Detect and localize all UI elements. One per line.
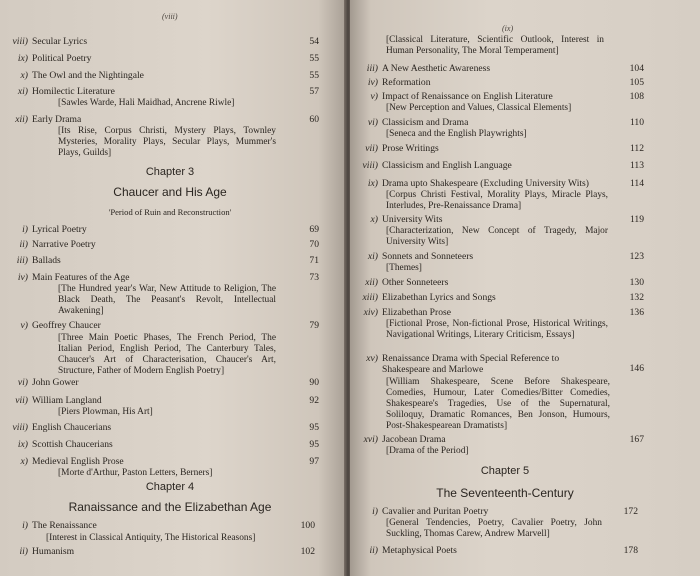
- folio: (ix): [502, 24, 514, 33]
- toc-subtopics: [Seneca and the English Playwrights]: [386, 129, 527, 139]
- toc-subtopics: [Piers Plowman, His Art]: [58, 407, 153, 417]
- toc-subtopics: [General Tendencies, Poetry, Cavalier Poetry, John Suckling, Thomas Carew, Andrew Marvell]: [386, 518, 602, 539]
- chapter-label: Chapter 4: [145, 481, 195, 493]
- toc-subtopics: [Classical Literature, Scientific Outlook, Interest in Human Personality, The Moral Temperament]: [386, 35, 604, 56]
- toc-subtopics: [Morte d'Arthur, Paston Letters, Berners]: [58, 468, 213, 478]
- folio: (viii): [162, 12, 178, 21]
- toc-subtopics: [Drama of the Period]: [386, 446, 469, 456]
- toc-subtopics: [Characterization, New Concept of Tragedy, Major University Wits]: [386, 226, 608, 247]
- chapter-title: Chaucer and His Age: [113, 185, 227, 199]
- toc-subtopics: [Corpus Christi Festival, Morality Plays, Miracle Plays, Interludes, Pre-Renaissance Drama]: [386, 190, 608, 211]
- toc-subtopics: [Its Rise, Corpus Christi, Mystery Plays, Townley Mysteries, Morality Plays, Secular Plays, Mummer's Plays, Guilds]: [58, 126, 276, 158]
- toc-subtopics: [New Perception and Values, Classical Elements]: [386, 103, 572, 113]
- chapter-epigraph: 'Period of Ruin and Reconstruction': [108, 207, 232, 217]
- chapter-label: Chapter 5: [480, 465, 530, 477]
- toc-subtopics: [William Shakespeare, Scene Before Shakespeare, Comedies, Humour, Later Comedies/Bitter Comedies, Shakespeare's Tragedies, Use of the Supernatural, Soliloquy, Dramatic Romances, Ben Jonson, Humours, Post-Shakespearean Dramatists]: [386, 377, 610, 431]
- chapter-label: Chapter 3: [145, 166, 195, 178]
- chapter-title: The Seventeenth-Century: [436, 486, 574, 500]
- chapter-title: Ranaissance and the Elizabethan Age: [68, 500, 272, 514]
- right-page: (ix) [Classical Literature, Scientific Outlook, Interest in Human Personality, The Moral Temperament] iii) A New Aesthetic Awareness 104 iv) Reformation 105 v) Impact of Renaissance on English Literature 108 [New Perception and Values, Classical Elements] vi) Classicism and Drama 110 [Seneca and the English Playwrights] vii) Prose Writings 112 viii) Classicism and English Language 113 ix) Drama upto Shakespeare (Excluding University Wits) 114 [Corpus Christi Festival, Morality Plays, Miracle Plays, Interludes, Pre-Renaissance Drama] x) University Wits 119 [Characterization, New Concept of Tragedy, Major University Wits] xi) Sonnets and Sonneteers 123 [Themes] xii) Other Sonneteers 130 xiii) Elizabethan Lyrics and Songs 132 xiv) Elizabethan Prose 136 [Fictional Prose, Non-fictional Prose, Historical Writings, Navigational Writings, Literary Criticism, Essays] xv) Renaissance Drama with Special Reference to Shakespeare and Marlowe 146 [William Shakespeare, Scene Before Shakespeare, Comedies, Humour, Later Comedies/Bitter Comedies, Shakespeare's Tragedies, Use of the Supernatural, Soliloquy, Dramatic Romances, Ben Jonson, Humours, Post-Shakespearean Dramatists] xvi) Jacobean Drama 167 [Drama of the Period] Chapter 5 The Seventeenth-Century i) Cavalier and Puritan Poetry 172 [General Tendencies, Poetry, Cavalier Poetry, John Suckling, Thomas Carew, Andrew Marvell] ii) Metaphysical Poets 178: [350, 0, 700, 576]
- toc-subtopics: [Fictional Prose, Non-fictional Prose, Historical Writings, Navigational Writings, Literary Criticism, Essays]: [386, 319, 608, 340]
- toc-subtopics: [Sawles Warde, Hali Maidhad, Ancrene Riwle]: [58, 98, 235, 108]
- toc-subtopics: [Three Main Poetic Phases, The French Period, The Italian Period, English Period, The Canterbury Tales, Chaucer's Art of Characterisation, Chaucer's Art, Structure, Father of Modern English Poetry]: [58, 333, 276, 376]
- left-page: (viii) viii) Secular Lyrics 54 ix) Political Poetry 55 x) The Owl and the Nightingale 55 xi) Homilectic Literature 57 [Sawles Warde, Hali Maidhad, Ancrene Riwle] xii) Early Drama 60 [Its Rise, Corpus Christi, Mystery Plays, Townley Mysteries, Morality Plays, Secular Plays, Mummer's Plays, Guilds] Chapter 3 Chaucer and His Age 'Period of Ruin and Reconstruction' i) Lyrical Poetry 69 ii) Narrative Poetry 70 iii) Ballads 71 iv) Main Features of the Age 73 [The Hundred year's War, New Attitude to Religion, The Black Death, The Peasant's Revolt, Intellectual Awakening] v) Geoffrey Chaucer 79 [Three Main Poetic Phases, The French Period, The Italian Period, English Period, The Canterbury Tales, Chaucer's Art of Characterisation, Chaucer's Art, Structure, Father of Modern English Poetry] vi) John Gower 90 vii) William Langland 92 [Piers Plowman, His Art] viii) English Chaucerians 95 ix) Scottish Chaucerians 95 x) Medieval English Prose 97 [Morte d'Arthur, Paston Letters, Berners] Chapter 4 Ranaissance and the Elizabethan Age i) The Renaissance 100 [Interest in Classical Antiquity, The Historical Reasons] ii) Humanism 102: [0, 0, 346, 576]
- toc-subtopics: [Themes]: [386, 263, 422, 273]
- toc-subtopics: [Interest in Classical Antiquity, The Historical Reasons]: [46, 533, 256, 543]
- toc-subtopics: [The Hundred year's War, New Attitude to Religion, The Black Death, The Peasant's Revolt, Intellectual Awakening]: [58, 284, 276, 316]
